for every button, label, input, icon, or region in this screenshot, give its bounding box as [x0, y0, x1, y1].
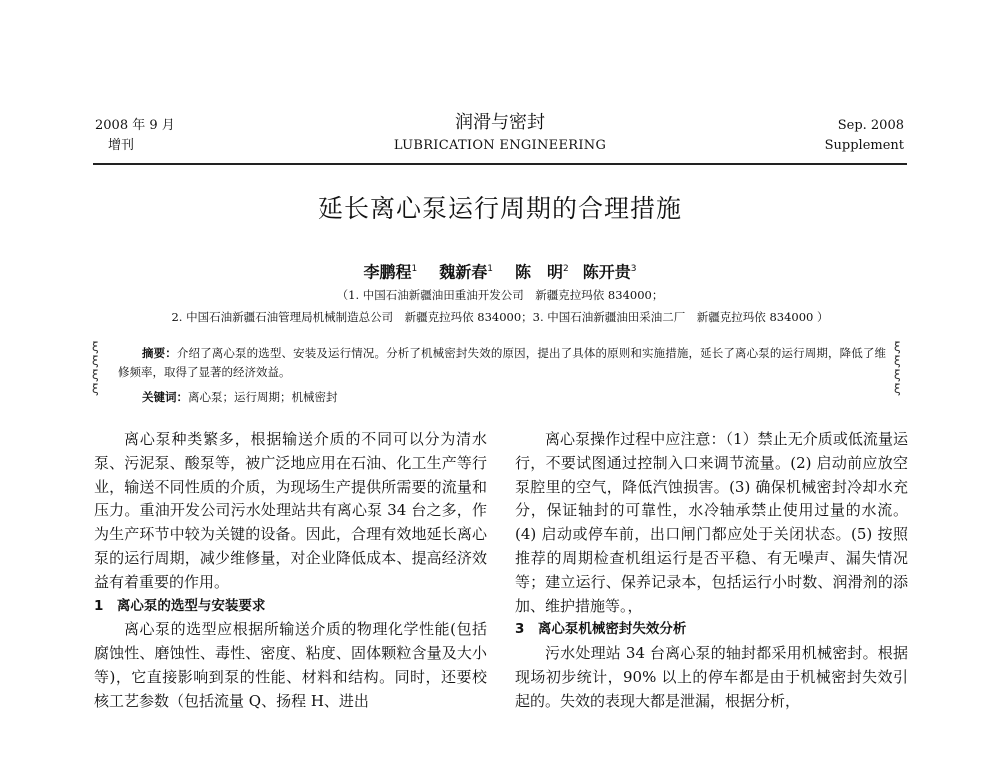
header-rule	[93, 163, 907, 165]
author-superscript: 3	[630, 264, 637, 274]
author-list	[0, 258, 1000, 283]
affiliation-line-1: （1. 中国石油新疆油田重油开发公司 新疆克拉玛依 834000；	[336, 288, 664, 302]
operation-notes-paragraph: 离心泵操作过程中应注意：（1）禁止无介质或低流量运行，不要试图通过控制入口来调节流量。(2) 启动前应放空泵腔里的空气，降低汽蚀损害。(3) 确保机械密封冷却水充分，保证轴封的可靠性，水冷轴承禁止使用过量的水流。(4) 启动或停车前，出口闸门都应处于关闭状态。(5) 按照推荐的周期检查机组运行是否平稳、有无噪声、漏失情况等；建立运行、保养记录本，包括运行小时数、润滑剂的添加、维护措施等。，	[515, 430, 908, 615]
header-issue-cn: 增刊	[108, 138, 135, 153]
author-name: 陈 明	[515, 262, 564, 282]
abstract-left-border: ξ ξ ξ ξ	[92, 340, 99, 396]
author-superscript: 1	[487, 264, 493, 274]
abstract-right-border: ξ ξ ξ ξ	[894, 340, 901, 396]
journal-name-en: LUBRICATION ENGINEERING	[393, 138, 607, 153]
header-date-cn: 2008 年 9 月	[95, 118, 175, 133]
section-1-paragraph: 离心泵的选型应根据所输送介质的物理化学性能(包括腐蚀性、磨蚀性、毒性、密度、粘度、固体颗粒含量及大小等)，它直接影响到泵的性能、材料和结构。同时，还要校核工艺参数（包括流量 Q、扬程 H、进出	[94, 620, 487, 710]
abstract-text: 介绍了离心泵的选型、安装及运行情况。分析了机械密封失效的原因，提出了具体的原则和实施措施，延长了离心泵的运行周期，降低了维修频率，取得了显著的经济效益。	[118, 346, 887, 379]
section-1-heading: 1 离心泵的选型与安装要求	[94, 597, 266, 614]
abstract	[118, 344, 886, 382]
abstract-label: 摘要：	[142, 346, 177, 360]
right-column	[515, 428, 908, 714]
section-3-heading: 3 离心泵机械密封失效分析	[515, 621, 687, 638]
header-issue-en: Supplement	[824, 138, 904, 153]
header-date-en: Sep. 2008	[837, 118, 904, 133]
author-superscript: 1	[411, 264, 418, 274]
keywords	[142, 388, 338, 407]
author-name: 陈开贵	[582, 262, 631, 282]
left-column	[94, 428, 487, 714]
keywords-label: 关键词：	[142, 390, 188, 404]
author-name: 李鹏程	[363, 262, 412, 282]
author-superscript: 2	[563, 264, 569, 274]
keywords-text: 离心泵；运行周期；机械密封	[188, 390, 338, 404]
article-title: 延长离心泵运行周期的合理措施	[317, 194, 682, 223]
section-3-paragraph: 污水处理站 34 台离心泵的轴封都采用机械密封。根据现场初步统计，90% 以上的停车都是由于机械密封失效引起的。失效的表现大都是泄漏，根据分析，	[515, 644, 908, 710]
author-name: 魏新春	[439, 262, 488, 282]
journal-name-cn: 润滑与密封	[455, 112, 545, 133]
intro-paragraph: 离心泵种类繁多，根据输送介质的不同可以分为清水泵、污泥泵、酸泵等，被广泛地应用在石油、化工生产等行业，输送不同性质的介质，为现场生产提供所需要的流量和压力。重油开发公司污水处理站共有离心泵 34 台之多，作为生产环节中较为关键的设备。因此，合理有效地延长离心泵的运行周期，减少维修量，对企业降低成本、提高经济效益有着重要的作用。	[94, 430, 487, 591]
affiliation-line-2: 2. 中国石油新疆石油管理局机械制造总公司 新疆克拉玛依 834000；3. 中国石油新疆油田采油二厂 新疆克拉玛依 834000 ）	[171, 310, 829, 324]
